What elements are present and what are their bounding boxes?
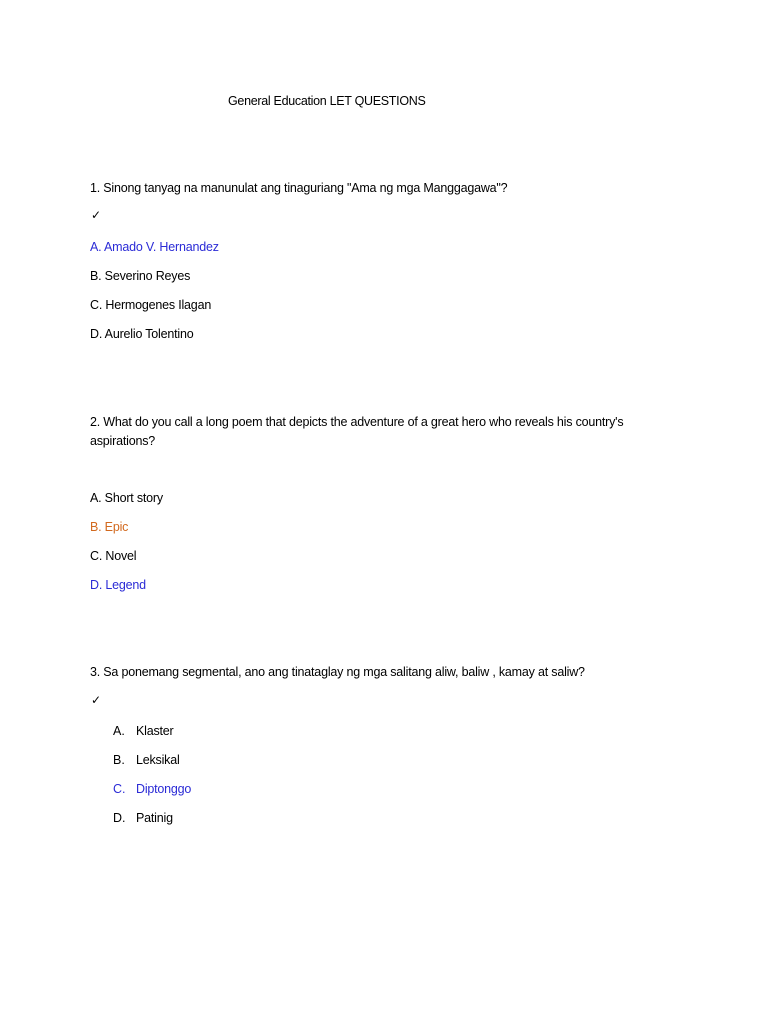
question-2-option-d: D. Legend (90, 578, 146, 592)
question-1-text: 1. Sinong tanyag na manunulat ang tinaguriang "Ama ng mga Manggagawa"? (90, 181, 508, 195)
question-2-option-b: B. Epic (90, 520, 129, 534)
question-2-option-a: A. Short story (90, 491, 163, 505)
question-1-check-icon: ✓ (91, 208, 102, 222)
question-2-text: 2. What do you call a long poem that depicts the adventure of a great hero who reveals his country's aspirations? (90, 415, 624, 448)
question-3-option-d-letter: D. (113, 811, 126, 825)
question-1-option-d: D. Aurelio Tolentino (90, 327, 194, 341)
question-3-text: 3. Sa ponemang segmental, ano ang tinataglay ng mga salitang aliw, baliw , kamay at saliw? (90, 665, 585, 679)
question-3-option-a-letter: A. (113, 724, 125, 738)
question-1-option-b: B. Severino Reyes (90, 269, 191, 283)
question-3-option-b-letter: B. (113, 753, 125, 767)
question-1-option-c: C. Hermogenes Ilagan (90, 298, 212, 312)
question-1-option-a: A. Amado V. Hernandez (90, 240, 219, 254)
question-2-option-c: C. Novel (90, 549, 137, 563)
question-3-check-icon: ✓ (91, 693, 102, 707)
question-3-option-b-text: Leksikal (136, 753, 180, 767)
question-3-option-d-text: Patinig (136, 811, 173, 825)
document-title: General Education LET QUESTIONS (228, 94, 426, 108)
question-3-option-a-text: Klaster (136, 724, 174, 738)
question-3-option-c-text: Diptonggo (136, 782, 192, 796)
question-3-option-c-letter: C. (113, 782, 126, 796)
